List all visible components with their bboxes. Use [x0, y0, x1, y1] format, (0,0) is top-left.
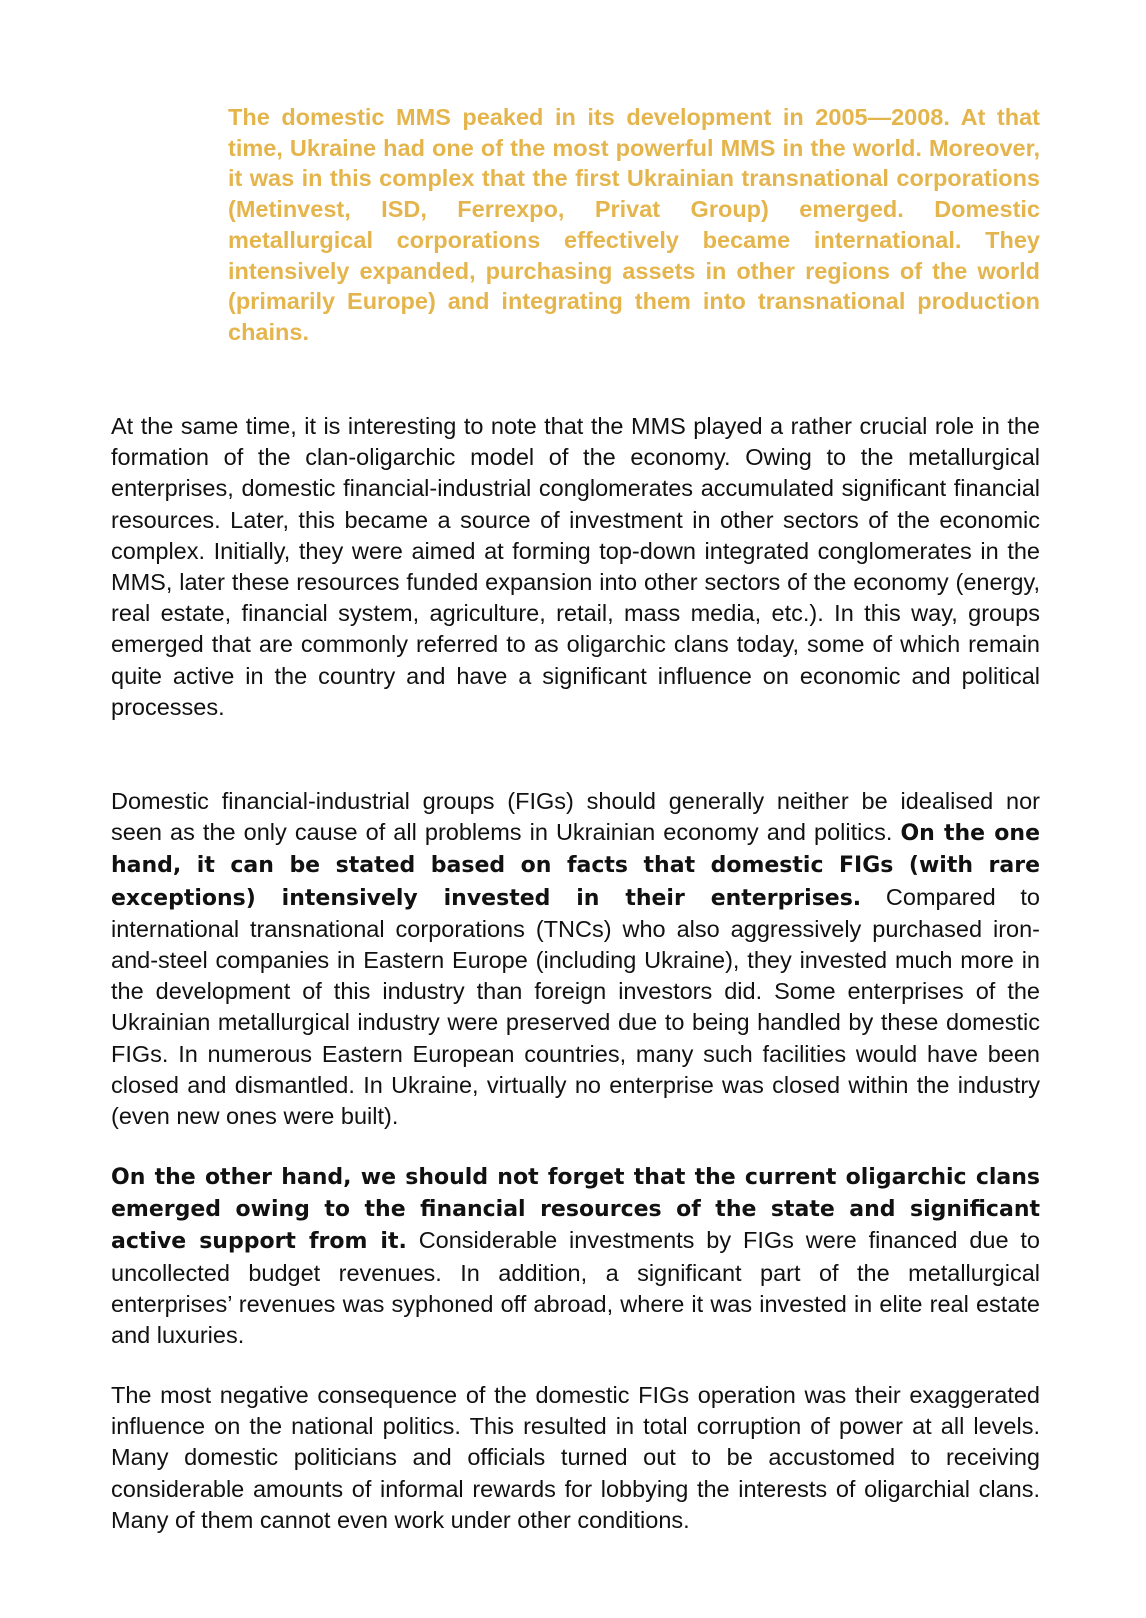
paragraph-rest-text: Compared to international transnational corporations (TNCs) who also aggressively purchased iron-and-steel companies in Eastern Europe (including Ukraine), they invested much more in the development of this industry than foreign investors did. Some enterprises of the Ukrainian metallurgical industry were preserved due to being handled by these domestic FIGs. In numerous Eastern European countries, many such facilities would have been closed and dismantled. In Ukraine, virtually no enterprise was closed within the industry (even new ones were built).: [111, 883, 1040, 1130]
paragraph-figs-investment: [111, 786, 1040, 1132]
paragraph-rest-text: Considerable investments by FIGs were financed due to uncollected budget revenues. In addition, a significant part of the metallurgical enterprises’ revenues was syphoned off abroad, where it was invested in elite real estate and luxuries.: [111, 1227, 1040, 1349]
paragraph-lead-text: Domestic financial-industrial groups (FIGs) should generally neither be idealised nor seen as the only cause of all problems in Ukrainian economy and politics.: [111, 788, 1040, 846]
paragraph-political-influence: The most negative consequence of the domestic FIGs operation was their exaggerated influence on the national politics. This resulted in total corruption of power at all levels. Many domestic politicians and officials turned out to be accustomed to receiving considerable amounts of informal rewards for lobbying the interests of oligarchial clans. Many of them cannot even work under other conditions.: [111, 1382, 1040, 1533]
paragraph-clan-oligarchic-model: At the same time, it is interesting to note that the MMS played a rather crucial role in the formation of the clan-oligarchic model of the economy. Owing to the metallurgical enterprises, domestic financial-industrial conglomerates accumulated significant financial resources. Later, this became a source of investment in other sectors of the economic complex. Initially, they were aimed at forming top-down integrated conglomerates in the MMS, later these resources funded expansion into other sectors of the economy (energy, real estate, financial system, agriculture, retail, mass media, etc.). In this way, groups emerged that are commonly referred to as oligarchic clans today, some of which remain quite active in the country and have a significant influence on economic and political processes.: [111, 413, 1040, 720]
highlight-callout: The domestic MMS peaked in its development in 2005—2008. At that time, Ukraine had one of the most powerful MMS in the world. Moreover, it was in this complex that the first Ukrainian transnational corporations (Metinvest, ISD, Ferrexpo, Privat Group) emerged. Domestic metallurgical corporations effectively became international. They intensively expanded, purchasing assets in other regions of the world (primarily Europe) and integrating them into transnational production chains.: [228, 104, 1040, 345]
paragraph-bold-statement: On the one hand, it can be stated based on facts that domestic FIGs (with rare exceptions) intensively invested in their enterprises.: [111, 821, 1041, 911]
paragraph-bold-statement: On the other hand, we should not forget that the current oligarchic clans emerged owing to the financial resources of the state and significant active support from it.: [111, 1165, 1040, 1255]
paragraph-state-support: [111, 1161, 1040, 1351]
